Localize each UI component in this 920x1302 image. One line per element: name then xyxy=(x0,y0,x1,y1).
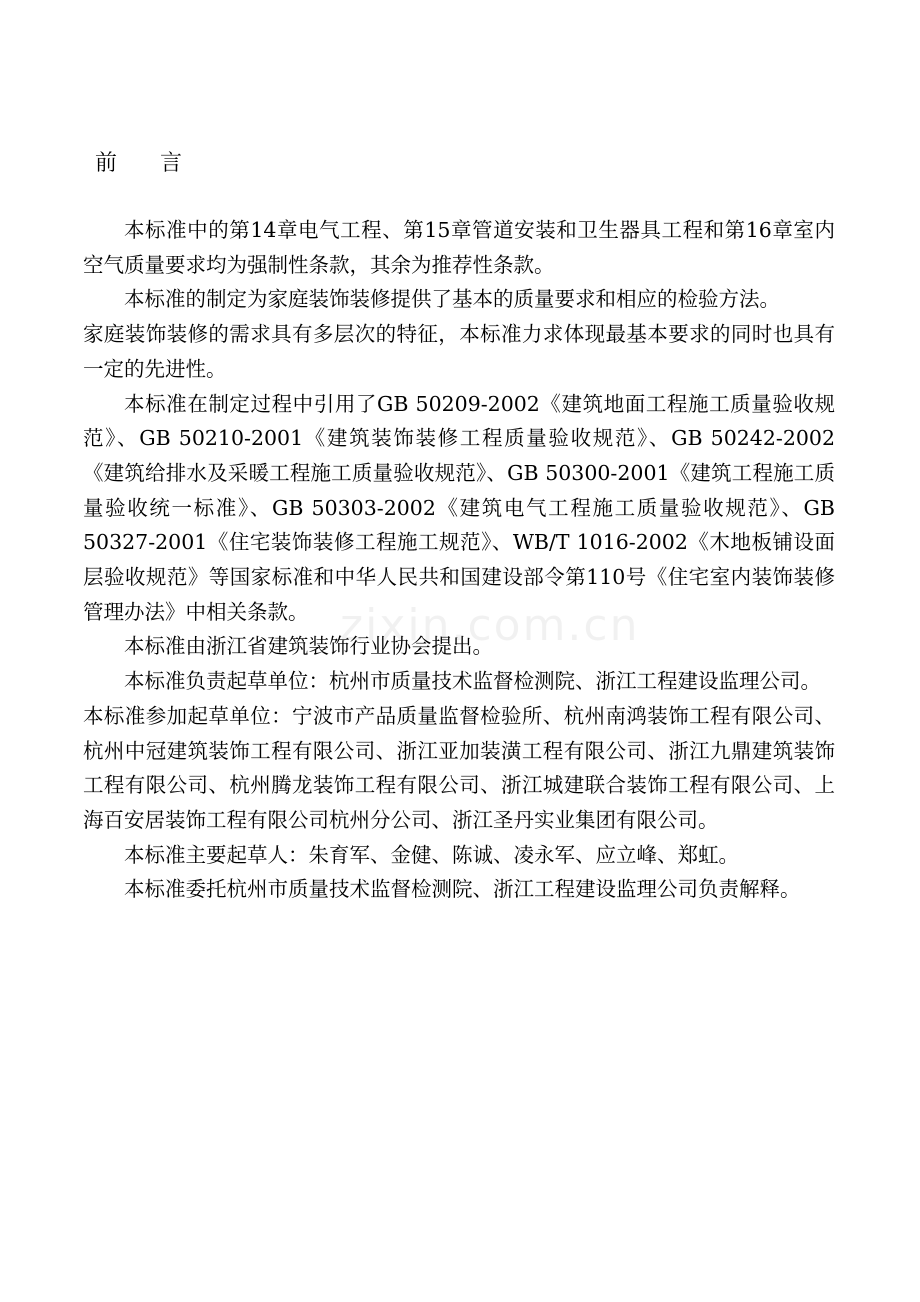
paragraph-interpretation: 本标准委托杭州市质量技术监督检测院、浙江工程建设监理公司负责解释。 xyxy=(124,877,801,902)
paragraph-participating-drafters: 本标准参加起草单位：宁波市产品质量监督检验所、杭州南鸿装饰工程有限公司、杭州中冠建筑装饰工程有限公司、浙江亚加装潢工程有限公司、浙江九鼎建筑装饰工程有限公司、杭州腾龙装饰工程有限公司、浙江城建联合装饰工程有限公司、上海百安居装饰工程有限公司杭州分公司、浙江圣丹实业集团有限公司。 xyxy=(83,703,835,832)
watermark: zixin.com.cn xyxy=(340,600,640,651)
paragraph-proposer: 本标准由浙江省建筑装饰行业协会提出。 xyxy=(124,634,493,659)
paragraph-mandatory-clauses: 本标准中的第14章电气工程、第15章管道安装和卫生器具工程和第16章室内空气质量要求均为强制性条款，其余为推荐性条款。 xyxy=(83,218,835,277)
paragraph-main-drafters: 本标准主要起草人：朱育军、金健、陈诚、凌永军、应立峰、郑虹。 xyxy=(124,842,739,867)
page-title: 前言 xyxy=(95,151,226,176)
paragraph-requirements: 家庭装饰装修的需求具有多层次的特征，本标准力求体现最基本要求的同时也具有一定的先进性。 xyxy=(83,322,835,381)
paragraph-references: 本标准在制定过程中引用了GB 50209-2002《建筑地面工程施工质量验收规范》、GB 50210-2001《建筑装饰装修工程质量验收规范》、GB 50242-2002《建筑给排水及采暖工程施工质量验收规范》、GB 50300-2001《建筑工程施工质量验收统一标准》、GB 50303-2002《建筑电气工程施工质量验收规范》、GB 50327-2001《住宅装饰装修工程施工规范》、WB/T 1016-2002《木地板铺设面层验收规范》等国家标准和中华人民共和国建设部令第110号《住宅室内装饰装修管理办法》中相关条款。 xyxy=(83,391,835,624)
paragraph-purpose: 本标准的制定为家庭装饰装修提供了基本的质量要求和相应的检验方法。 xyxy=(124,287,780,312)
document-body xyxy=(83,213,835,907)
paragraph-lead-drafters: 本标准负责起草单位：杭州市质量技术监督检测院、浙江工程建设监理公司。 xyxy=(124,669,821,694)
